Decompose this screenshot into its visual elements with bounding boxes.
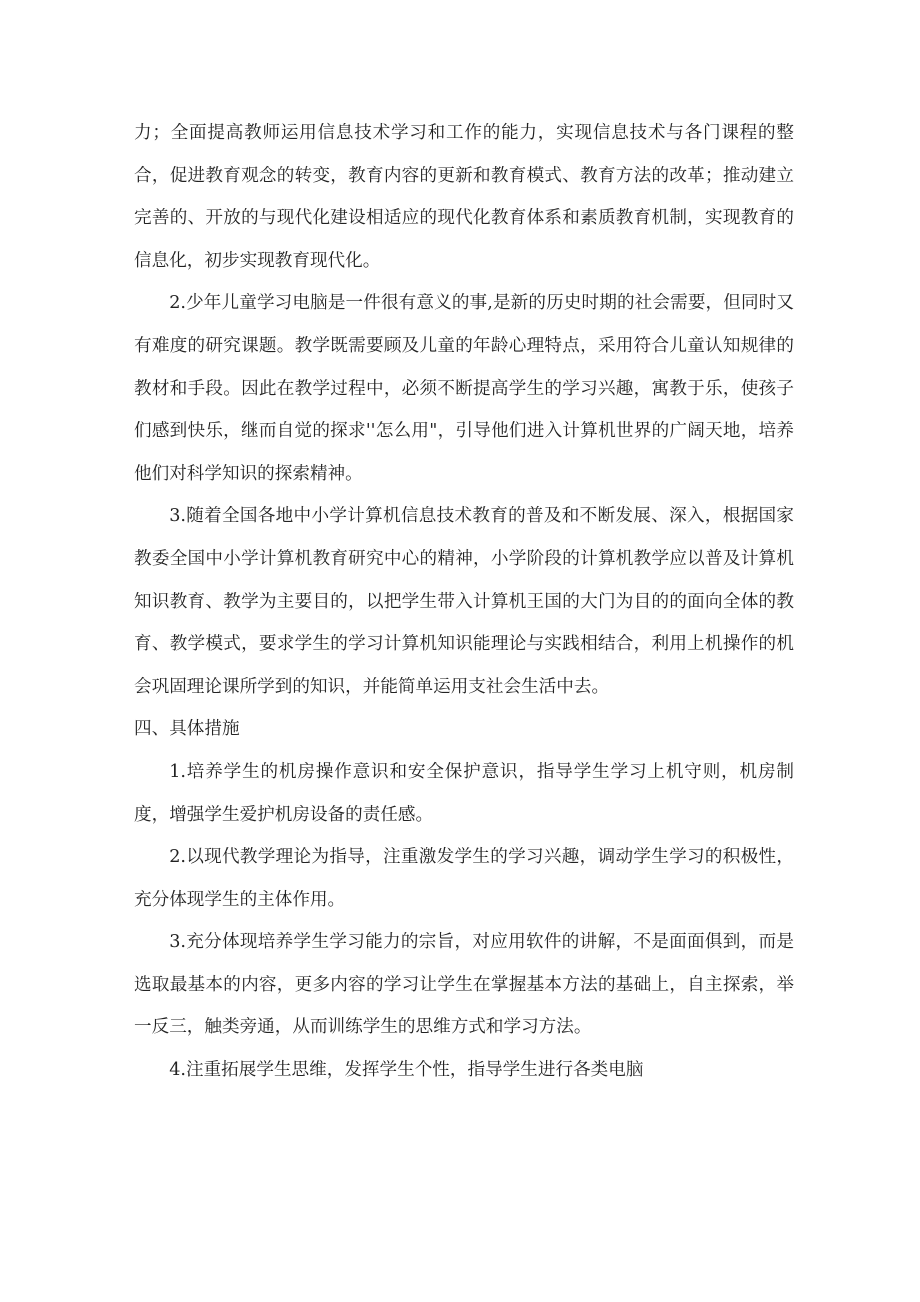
measure-item-1: 1.培养学生的机房操作意识和安全保护意识，指导学生学习上机守则，机房制度，增强学生爱护机房设备的责任感。 <box>134 761 794 825</box>
paragraph-item-3: 3.随着全国各地中小学计算机信息技术教育的普及和不断发展、深入，根据国家教委全国中小学计算机教育研究中心的精神，小学阶段的计算机教学应以普及计算机知识教育、教学为主要目的，以把学生带入计算机王国的大门为目的的面向全体的教育、教学模式，要求学生的学习计算机知识能理论与实践相结合，利用上机操作的机会巩固理论课所学到的知识，并能简单运用支社会生活中去。 <box>134 506 794 697</box>
paragraph-continuation: 力；全面提高教师运用信息技术学习和工作的能力，实现信息技术与各门课程的整合，促进教育观念的转变，教育内容的更新和教育模式、教育方法的改革；推动建立完善的、开放的与现代化建设相适应的现代化教育体系和素质教育机制，实现教育的信息化，初步实现教育现代化。 <box>134 123 794 271</box>
measure-item-3: 3.充分体现培养学生学习能力的宗旨，对应用软件的讲解，不是面面俱到，而是选取最基本的内容，更多内容的学习让学生在掌握基本方法的基础上，自主探索，举一反三，触类旁通，从而训练学生的思维方式和学习方法。 <box>134 932 794 1038</box>
paragraph-item-2: 2.少年儿童学习电脑是一件很有意义的事,是新的历史时期的社会需要，但同时又有难度的研究课题。教学既需要顾及儿童的年龄心理特点，采用符合儿童认知规律的教材和手段。因此在教学过程中，必须不断提高学生的学习兴趣，寓教于乐，使孩子们感到快乐，继而自觉的探求''怎么用"，引导他们进入计算机世界的广阔天地，培养他们对科学知识的探索精神。 <box>134 293 794 484</box>
section-heading: 四、具体措施 <box>134 719 240 740</box>
measure-item-4: 4.注重拓展学生思维，发挥学生个性，指导学生进行各类电脑 <box>169 1060 644 1081</box>
measure-item-2: 2.以现代教学理论为指导，注重激发学生的学习兴趣，调动学生学习的积极性，充分体现学生的主体作用。 <box>134 847 794 910</box>
document-body <box>134 112 794 1092</box>
